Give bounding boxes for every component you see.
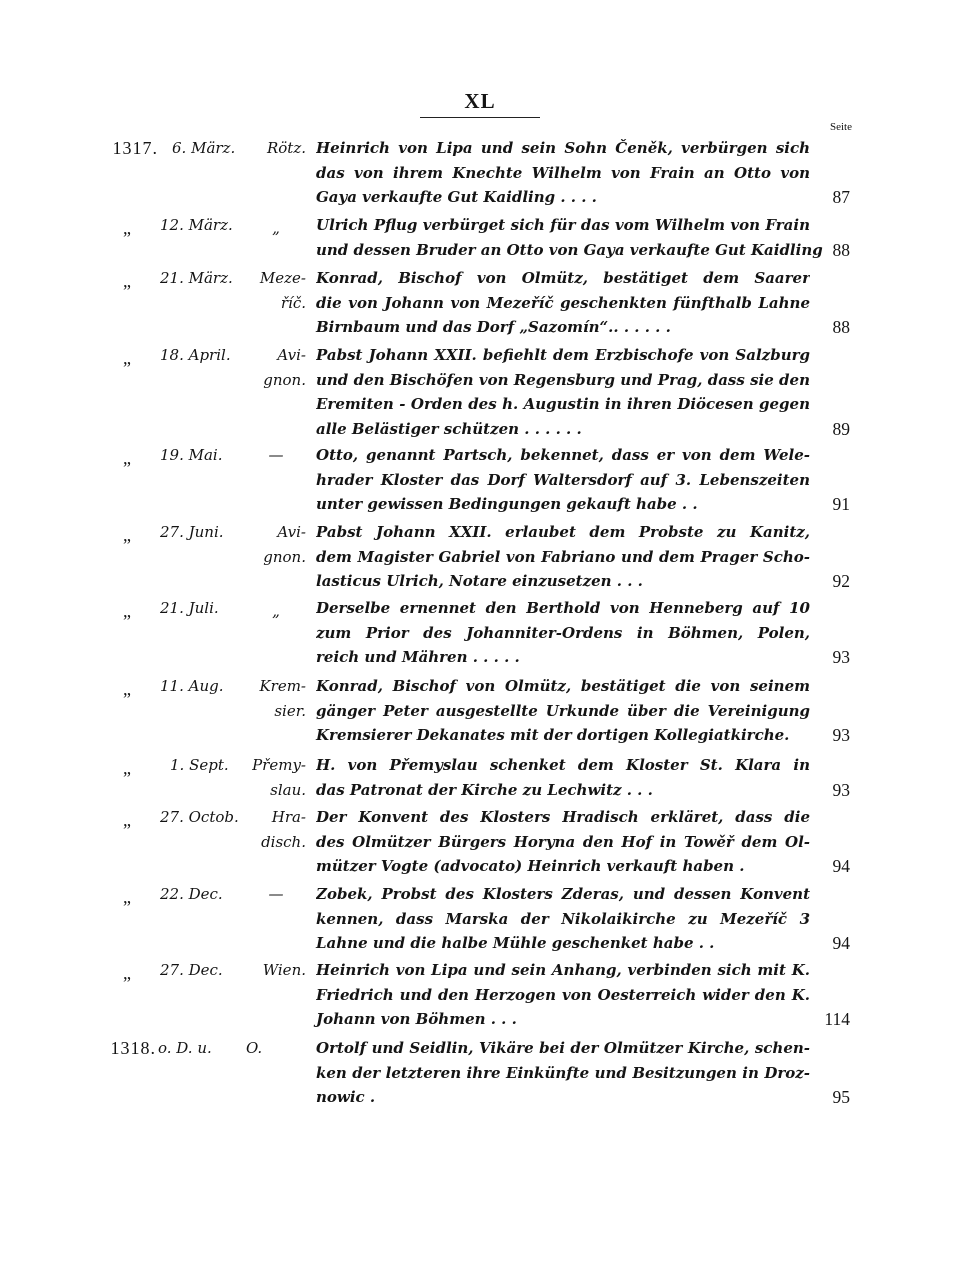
entry-summary — [316, 805, 810, 879]
entry-page-ref: 93 — [832, 725, 850, 745]
entry-place: Hra- disch. — [261, 808, 306, 851]
regest-entry — [0, 596, 960, 676]
entry-page-ref: 88 — [832, 239, 850, 260]
entry-page-ref: 88 — [832, 317, 850, 337]
entry-page-ref: 94 — [832, 933, 850, 953]
header-rule — [420, 117, 540, 118]
entry-summary-line: Pabst Johann XXII. erlaubet dem Probste zu Kanitz, — [316, 523, 810, 541]
entry-page-ref: 92 — [832, 571, 850, 591]
entry-place-ditto: „ — [272, 602, 280, 620]
entry-summary — [316, 1036, 810, 1110]
entry-summary-line: die von Johann von Mezeříč geschenkten fünfthalb Lahne — [316, 293, 810, 312]
entry-summary-line: Birnbaum und das Dorf „Sazomín“.. . . . . . — [316, 318, 671, 336]
entry-date: 21. Juli. — [160, 599, 219, 617]
entry-summary-line: hrader Kloster das Dorf Waltersdorf auf 3. Lebenszeiten — [316, 470, 810, 489]
page-number: XL — [464, 89, 496, 113]
entry-summary-line: gänger Peter ausgestellte Urkunde über die Vereinigung — [316, 701, 810, 720]
entry-summary-line: Friedrich und den Herzogen von Oesterreich wider den K. — [316, 985, 810, 1004]
entry-date: 22. Dec. — [160, 885, 223, 903]
entry-place: Přemy- slau. — [252, 756, 306, 799]
entry-summary — [316, 596, 810, 670]
entry-year-ditto: „ — [123, 525, 131, 545]
entry-place-dash: — — [268, 446, 284, 464]
entry-page-ref: 114 — [824, 1009, 850, 1029]
entry-place-dash: — — [268, 885, 284, 903]
entry-summary-line: Lahne und die halbe Mühle geschenket habe . . — [316, 934, 715, 952]
entry-page-ref: 89 — [832, 418, 850, 439]
entry-date: 19. Mai. — [160, 446, 223, 464]
entry-date: 27. Octob. — [160, 808, 239, 826]
entry-summary-line: alle Belästiger schützen . . . . . . — [316, 419, 582, 438]
entry-summary-line: zum Prior des Johanniter-Ordens in Böhmen, Polen, — [316, 623, 810, 642]
entry-year-ditto: „ — [123, 963, 131, 983]
entry-year-ditto: „ — [123, 601, 131, 621]
entry-date: 18. April. — [160, 346, 231, 364]
entry-summary-line: unter gewissen Bedingungen gekauft habe . . — [316, 495, 698, 513]
entry-summary-line: reich und Mähren . . . . . — [316, 648, 520, 666]
entry-summary — [316, 958, 810, 1032]
entry-page-ref: 94 — [832, 856, 850, 876]
entry-year: 1317. — [112, 138, 158, 158]
regest-entry — [0, 805, 960, 885]
regest-entry — [0, 266, 960, 346]
entry-summary-line: kennen, dass Marska der Nikolaikirche zu Mezeříč 3 — [316, 909, 810, 928]
entry-year-ditto: „ — [123, 218, 131, 238]
entry-summary-line: Der Konvent des Klosters Hradisch erkläret, dass die — [316, 808, 810, 826]
entry-summary — [316, 443, 810, 517]
entry-summary-line: das von ihrem Knechte Wilhelm von Frain an Otto von — [316, 163, 810, 182]
entry-summary-line: Derselbe ernennet den Berthold von Henneberg auf 10 — [316, 599, 810, 617]
entry-year: 1318. — [110, 1038, 156, 1058]
regest-entry — [0, 343, 960, 439]
entry-year-ditto: „ — [123, 810, 131, 830]
entry-year-ditto: „ — [123, 758, 131, 778]
entry-summary — [316, 882, 810, 956]
entry-summary-line: Zobek, Probst des Klosters Zderas, und dessen Konvent — [316, 885, 810, 903]
entry-place: Krem- sier. — [259, 677, 306, 720]
entry-year-ditto: „ — [123, 448, 131, 468]
entry-summary-line: und den Bischöfen von Regensburg und Prag, dass sie den — [316, 370, 810, 389]
entry-summary-line: H. von Přemyslau schenket dem Kloster St. Klara in — [316, 756, 810, 774]
entry-summary — [316, 674, 810, 748]
entry-summary-line: ken der letzteren ihre Einkünfte und Besitzungen in Droz- — [316, 1063, 810, 1082]
regest-entry — [0, 520, 960, 600]
entry-summary — [316, 213, 823, 262]
entry-page-ref: 95 — [832, 1087, 850, 1107]
entry-summary — [316, 753, 810, 802]
entry-summary-line: nowic . — [316, 1088, 376, 1106]
entry-year-ditto: „ — [123, 271, 131, 291]
regest-entry — [0, 1036, 960, 1116]
entry-summary-line: Heinrich von Lipa und sein Anhang, verbinden sich mit K. — [316, 961, 810, 979]
entry-summary-line: des Olmützer Bürgers Horyna den Hof in Towěř dem Ol- — [316, 832, 810, 851]
entry-date: 11. Aug. — [160, 677, 224, 695]
regest-entry — [0, 674, 960, 754]
entry-summary-line: das Patronat der Kirche zu Lechwitz . . . — [316, 780, 653, 799]
entry-year-ditto: „ — [123, 348, 131, 368]
regest-entry — [0, 136, 960, 216]
entry-summary-line: Ortolf und Seidlin, Vikäre bei der Olmützer Kirche, schen- — [316, 1039, 810, 1057]
entry-date: 1. Sept. — [170, 756, 229, 774]
entry-place-ditto: „ — [272, 219, 280, 237]
entry-page-ref: 91 — [832, 494, 850, 514]
entry-date: 12. März. — [160, 216, 233, 234]
entry-summary — [316, 343, 810, 441]
entry-summary-line: und dessen Bruder an Otto von Gaya verkaufte Gut Kaidling — [316, 240, 823, 259]
entry-year-ditto: „ — [123, 887, 131, 907]
entry-summary — [316, 520, 810, 594]
entry-summary-line: Heinrich von Lipa und sein Sohn Čeněk, verbürgen sich — [316, 139, 810, 157]
entry-date: 21. März. — [160, 269, 233, 287]
entry-summary-line: Gaya verkaufte Gut Kaidling . . . . — [316, 188, 597, 206]
entry-place: O. — [246, 1039, 263, 1057]
page-column-label: Seite — [830, 121, 852, 133]
entry-date: o. D. u. — [158, 1039, 212, 1057]
entry-date: 27. Juni. — [160, 523, 224, 541]
entry-summary — [316, 266, 810, 340]
entry-summary-line: dem Magister Gabriel von Fabriano und dem Prager Scho- — [316, 547, 810, 566]
regest-entry — [0, 958, 960, 1038]
regest-entry — [0, 882, 960, 962]
entry-date: 6. März. — [172, 139, 236, 157]
entry-summary-line: Ulrich Pflug verbürget sich für das vom Wilhelm von Frain — [316, 216, 810, 234]
entry-page-ref: 93 — [832, 647, 850, 667]
entry-summary-line: Eremiten - Orden des h. Augustin in ihren Diöcesen gegen — [316, 395, 810, 413]
entry-summary-line: Konrad, Bischof von Olmütz, bestätiget dem Saarer — [316, 269, 810, 287]
entry-date: 27. Dec. — [160, 961, 223, 979]
entry-summary — [316, 136, 810, 210]
entry-place: Avi- gnon. — [263, 523, 306, 566]
entry-place: Rötz. — [266, 139, 306, 157]
entry-summary-line: Johann von Böhmen . . . — [316, 1010, 517, 1028]
entry-page-ref: 87 — [832, 187, 850, 207]
entry-summary-line: mützer Vogte (advocato) Heinrich verkauft haben . — [316, 857, 745, 875]
entry-place: Avi- gnon. — [263, 346, 306, 389]
entry-place: Wien. — [262, 961, 306, 979]
regest-entry — [0, 443, 960, 523]
entry-summary-line: Otto, genannt Partsch, bekennet, dass er von dem Wele- — [316, 446, 810, 464]
entry-summary-line: Kremsierer Dekanates mit der dortigen Kollegiatkirche. — [316, 726, 790, 744]
entry-page-ref: 93 — [832, 779, 850, 800]
entry-year-ditto: „ — [123, 679, 131, 699]
entry-summary-line: Pabst Johann XXII. befiehlt dem Erzbischofe von Salzburg — [316, 346, 810, 364]
entry-summary-line: Konrad, Bischof von Olmütz, bestätiget die von seinem — [316, 677, 810, 695]
entry-summary-line: lasticus Ulrich, Notare einzusetzen . . . — [316, 572, 643, 590]
entry-place: Meze- říč. — [259, 269, 306, 312]
